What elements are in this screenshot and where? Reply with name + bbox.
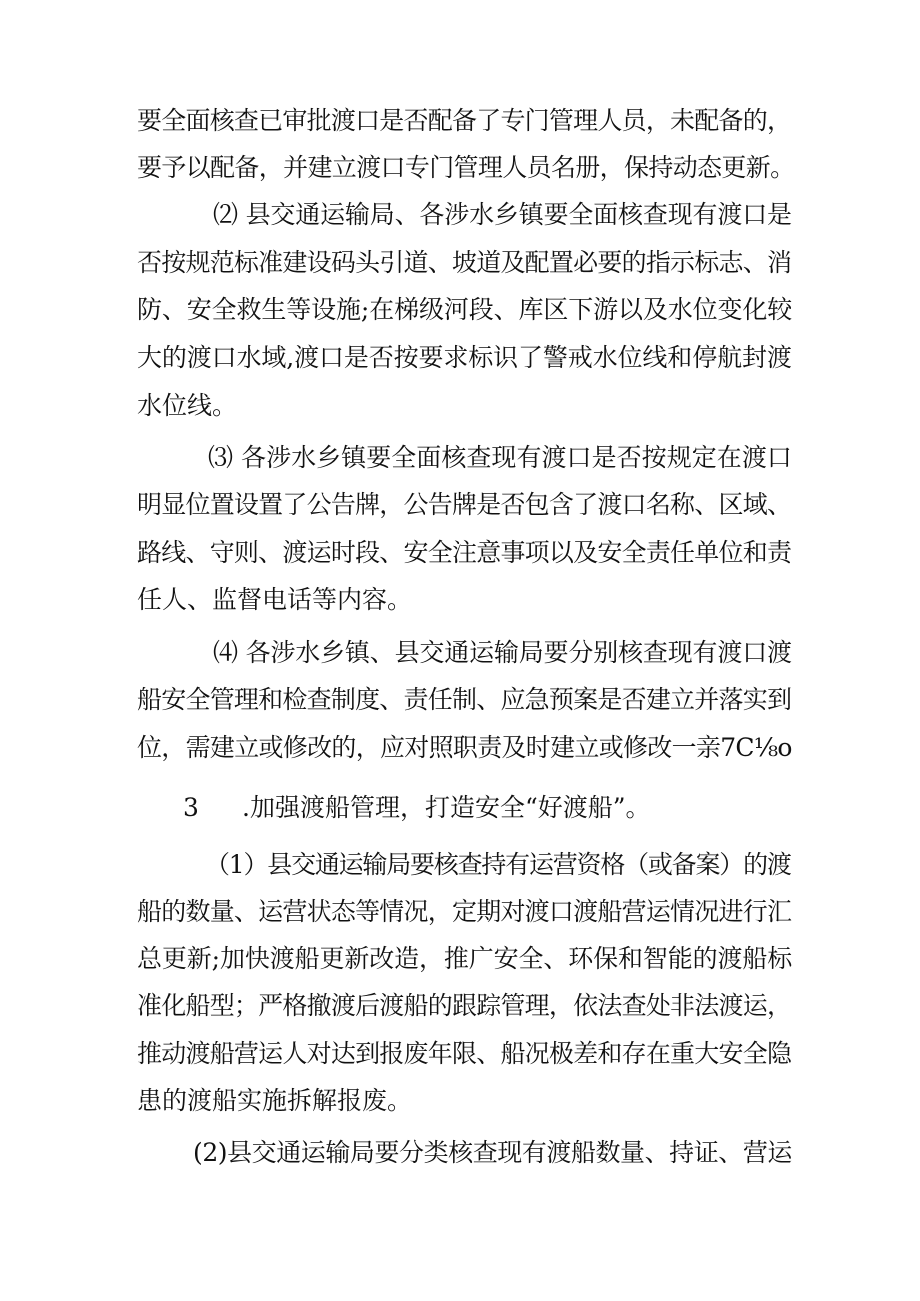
paragraph-line: 防、安全救生等设施;在梯级河段、库区下游以及水位变化较 — [137, 295, 793, 324]
paragraph-line: 推动渡船营运人对达到报废年限、船况极差和存在重大安全隐 — [137, 1039, 792, 1068]
paragraph-line: 患的渡船实施拆解报废。 — [137, 1086, 413, 1115]
paragraph-line: 要全面核查已审批渡口是否配备了专门管理人员，未配备的， — [137, 106, 792, 135]
section-heading: .加强渡船管理，打造安全“好渡船”。 — [242, 793, 651, 822]
paragraph-line: 船安全管理和检查制度、责任制、应急预案是否建立并落实到 — [137, 685, 792, 714]
paragraph-line: 要予以配备，并建立渡口专门管理人员名册，保持动态更新。 — [137, 153, 795, 182]
paragraph-line: 准化船型；严格撤渡后渡船的跟踪管理，依法查处非法渡运， — [137, 991, 792, 1020]
paragraph-line: 路线、守则、渡运时段、安全注意事项以及安全责任单位和责 — [137, 538, 792, 567]
paragraph-line: ⑶ 各涉水乡镇要全面核查现有渡口是否按规定在渡口 — [208, 443, 792, 472]
paragraph-line: 否按规范标准建设码头引道、坡道及配置必要的指示标志、消 — [137, 248, 792, 277]
paragraph-line: 任人、监督电话等内容。 — [137, 585, 413, 614]
paragraph-line: 位，需建立或修改的，应对照职责及时建立或修改一亲7C⅛o — [137, 733, 792, 762]
paragraph-line: 水位线。 — [137, 391, 238, 420]
paragraph-line: 明显位置设置了公告牌，公告牌是否包含了渡口名称、区域、 — [137, 490, 792, 519]
paragraph-line: 大的渡口水域,渡口是否按要求标识了警戒水位线和停航封渡 — [137, 343, 792, 372]
paragraph-line: （1）县交通运输局要核查持有运营资格（或备案）的渡 — [205, 850, 791, 879]
paragraph-line: 船的数量、运营状态等情况，定期对渡口渡船营运情况进行汇 — [137, 897, 792, 926]
section-number: 3 — [183, 793, 199, 822]
paragraph-line: (2)县交通运输局要分类核查现有渡船数量、持证、营运 — [193, 1138, 792, 1167]
paragraph-line: ⑵ 县交通运输局、各涉水乡镇要全面核查现有渡口是 — [213, 200, 792, 229]
paragraph-line: 总更新;加快渡船更新改造，推广安全、环保和智能的渡船标 — [137, 944, 793, 973]
paragraph-line: ⑷ 各涉水乡镇、县交通运输局要分别核查现有渡口渡 — [213, 638, 792, 667]
